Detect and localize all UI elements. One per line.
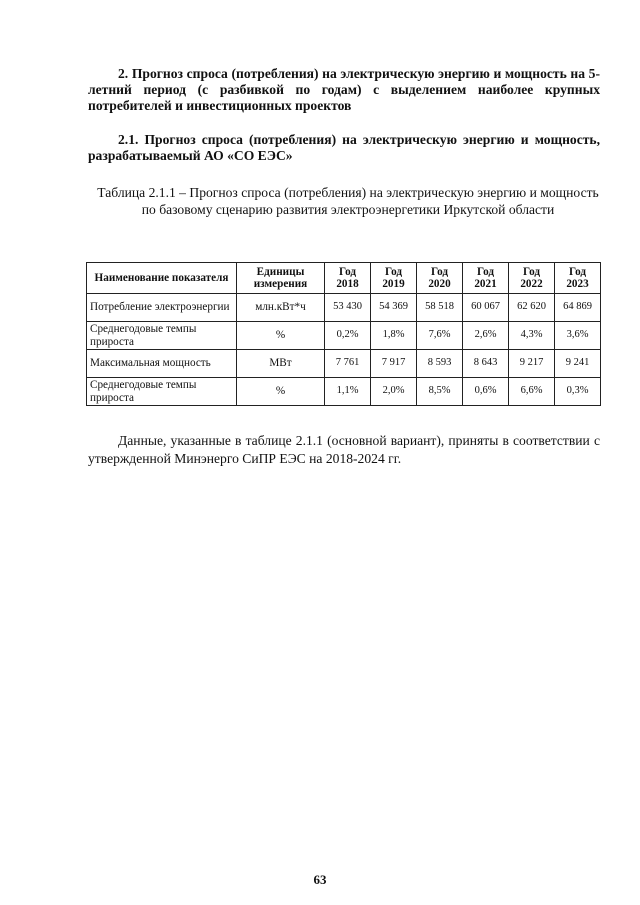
table-caption: Таблица 2.1.1 – Прогноз спроса (потребления) на электрическую энергию и мощность по базовому сценарию развития электроэнергетики Иркутской области — [97, 185, 599, 217]
row-value: 2,6% — [463, 322, 509, 350]
page-number: 63 — [313, 872, 327, 887]
row-value: 6,6% — [509, 378, 555, 406]
header-year: Год 2021 — [463, 263, 509, 294]
header-year: Год 2020 — [417, 263, 463, 294]
table-header-row — [87, 263, 601, 294]
table-row — [87, 294, 601, 322]
row-value: 7 761 — [325, 350, 371, 378]
row-value: 4,3% — [509, 322, 555, 350]
row-value: 0,3% — [555, 378, 601, 406]
row-value: 1,8% — [371, 322, 417, 350]
row-value: 7,6% — [417, 322, 463, 350]
section-heading-2-1: 2.1. Прогноз спроса (потребления) на электрическую энергию и мощность, разрабатываемый АО «СО ЕЭС» — [88, 132, 600, 163]
row-unit: МВт — [237, 350, 325, 378]
row-value: 0,6% — [463, 378, 509, 406]
row-value: 62 620 — [509, 294, 555, 322]
row-value: 54 369 — [371, 294, 417, 322]
header-year: Год 2019 — [371, 263, 417, 294]
row-value: 9 217 — [509, 350, 555, 378]
header-unit: Единицы измерения — [237, 263, 325, 294]
row-name: Среднегодовые темпы прироста — [87, 378, 237, 406]
row-name: Среднегодовые темпы прироста — [87, 322, 237, 350]
body-paragraph: Данные, указанные в таблице 2.1.1 (основной вариант), приняты в соответствии с утвержденной Минэнерго СиПР ЕЭС на 2018-2024 гг. — [88, 433, 600, 466]
table-row — [87, 350, 601, 378]
row-value: 7 917 — [371, 350, 417, 378]
row-value: 3,6% — [555, 322, 601, 350]
row-unit: млн.кВт*ч — [237, 294, 325, 322]
forecast-table — [86, 262, 601, 406]
row-value: 2,0% — [371, 378, 417, 406]
row-value: 9 241 — [555, 350, 601, 378]
section-heading-2: 2. Прогноз спроса (потребления) на электрическую энергию и мощность на 5-летний период (с разбивкой по годам) с выделением наиболее крупных потребителей и инвестиционных проектов — [88, 66, 600, 113]
row-value: 8,5% — [417, 378, 463, 406]
row-value: 1,1% — [325, 378, 371, 406]
row-value: 8 593 — [417, 350, 463, 378]
row-name: Максимальная мощность — [87, 350, 237, 378]
row-value: 8 643 — [463, 350, 509, 378]
row-unit: % — [237, 378, 325, 406]
table-row — [87, 378, 601, 406]
row-unit: % — [237, 322, 325, 350]
row-value: 64 869 — [555, 294, 601, 322]
row-value: 58 518 — [417, 294, 463, 322]
table-row — [87, 322, 601, 350]
header-year: Год 2023 — [555, 263, 601, 294]
row-value: 53 430 — [325, 294, 371, 322]
row-value: 60 067 — [463, 294, 509, 322]
header-year: Год 2018 — [325, 263, 371, 294]
row-name: Потребление электроэнергии — [87, 294, 237, 322]
header-name: Наименование показателя — [87, 263, 237, 294]
row-value: 0,2% — [325, 322, 371, 350]
header-year: Год 2022 — [509, 263, 555, 294]
